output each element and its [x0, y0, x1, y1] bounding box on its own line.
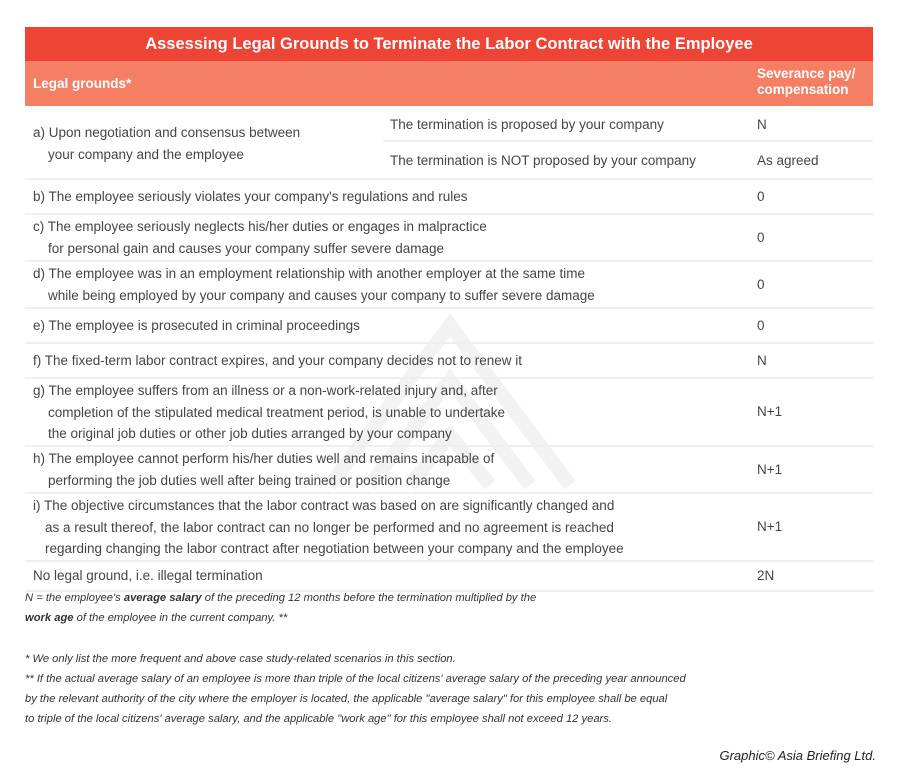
row-label-line: for personal gain and causes your company suffer severe damage	[48, 240, 444, 256]
row-label-line: e) The employee is prosecuted in criminal proceedings	[33, 318, 360, 333]
row-label-line: a) Upon negotiation and consensus between	[33, 125, 301, 140]
row-value: N	[757, 353, 767, 368]
sub-row-text: The termination is proposed by your company	[390, 117, 664, 132]
sub-row-proposed	[383, 106, 873, 142]
table-title: Assessing Legal Grounds to Terminate the Labor Contract with the Employee	[25, 27, 873, 61]
row-label-line: regarding changing the labor contract after negotiation between your company and the employee	[45, 541, 624, 556]
row-value: 0	[757, 277, 765, 292]
footnote-2-line: to triple of the local citizens' average salary, and the applicable "work age" for this employee shall not exceed 12 years.	[25, 713, 612, 725]
row-label-line: c) The employee seriously neglects his/her duties or engages in malpractice	[33, 219, 487, 234]
header-severance-line2: compensation	[757, 82, 849, 97]
row-label-line: i) The objective circumstances that the labor contract was based on are significantly changed and	[33, 498, 615, 513]
row-label-line: b) The employee seriously violates your company's regulations and rules	[33, 189, 468, 204]
table-row-a	[25, 106, 873, 180]
footnote-2-line: ** If the actual average salary of an employee is more than triple of the local citizens' average salary of the preceding year announced	[25, 673, 686, 685]
row-label	[33, 186, 468, 208]
sub-row-not-proposed	[383, 142, 873, 176]
table-header	[25, 61, 873, 106]
header-severance	[757, 66, 855, 98]
row-label	[33, 565, 263, 587]
row-label-line: the original job duties or other job duties arranged by your company	[48, 426, 452, 441]
row-label-line: performing the job duties well after being trained or position change	[48, 472, 451, 488]
n-def-text: N = the employee's	[25, 592, 124, 604]
table-row-e	[25, 309, 873, 344]
row-label	[33, 263, 595, 306]
graphic-credit: Graphic© Asia Briefing Ltd.	[719, 748, 876, 763]
row-value: 0	[757, 230, 765, 245]
row-label-line: No legal ground, i.e. illegal termination	[33, 568, 263, 583]
row-label	[33, 350, 522, 372]
sub-row-value: As agreed	[757, 153, 819, 168]
table-row-h	[25, 447, 873, 494]
row-value: N+1	[757, 462, 783, 477]
row-label	[33, 495, 624, 560]
row-label	[33, 216, 487, 259]
row-label-line: as a result thereof, the labor contract can no longer be performed and no agreement is reached	[45, 519, 614, 535]
table-row-c	[25, 215, 873, 262]
row-value: 2N	[757, 568, 775, 583]
sub-row-text: The termination is NOT proposed by your company	[390, 153, 696, 168]
row-value: 0	[757, 189, 765, 204]
header-severance-line1: Severance pay/	[757, 66, 856, 81]
n-definition	[25, 588, 536, 628]
n-def-text: of the employee in the current company. **	[73, 612, 288, 624]
table-row-d	[25, 262, 873, 309]
row-value: N+1	[757, 519, 783, 534]
n-def-bold: average salary	[123, 592, 202, 604]
row-label-line: your company and the employee	[48, 146, 244, 162]
row-label-line: completion of the stipulated medical treatment period, is unable to undertake	[48, 404, 506, 420]
row-label	[33, 122, 300, 165]
header-legal-grounds: Legal grounds*	[33, 76, 132, 91]
row-label-line: h) The employee cannot perform his/her duties well and remains incapable of	[33, 451, 495, 466]
row-label	[33, 380, 505, 445]
row-label-line: while being employed by your company and causes your company to suffer severe damage	[48, 287, 595, 303]
row-label-line: g) The employee suffers from an illness or a non-work-related injury and, after	[33, 383, 498, 398]
sub-row-value: N	[757, 117, 767, 132]
row-value: N+1	[757, 404, 783, 419]
n-def-bold: work age	[25, 612, 74, 624]
footnote-1: * We only list the more frequent and above case study-related scenarios in this section.	[25, 653, 456, 665]
row-label	[33, 448, 494, 491]
row-label	[33, 315, 360, 337]
severance-table	[25, 27, 873, 592]
table-row-i	[25, 494, 873, 562]
table-row-g	[25, 379, 873, 447]
row-label-line: f) The fixed-term labor contract expires, and your company decides not to renew it	[33, 353, 522, 368]
n-def-text: of the preceding 12 months before the termination multiplied by the	[201, 592, 537, 604]
table-row-b	[25, 180, 873, 215]
footnote-2-line: by the relevant authority of the city where the employer is located, the applicable "average salary" for this employee shall be equal	[25, 693, 668, 705]
row-value: 0	[757, 318, 765, 333]
table-row-f	[25, 344, 873, 379]
footnotes	[25, 649, 686, 729]
row-label-line: d) The employee was in an employment relationship with another employer at the same time	[33, 266, 586, 281]
